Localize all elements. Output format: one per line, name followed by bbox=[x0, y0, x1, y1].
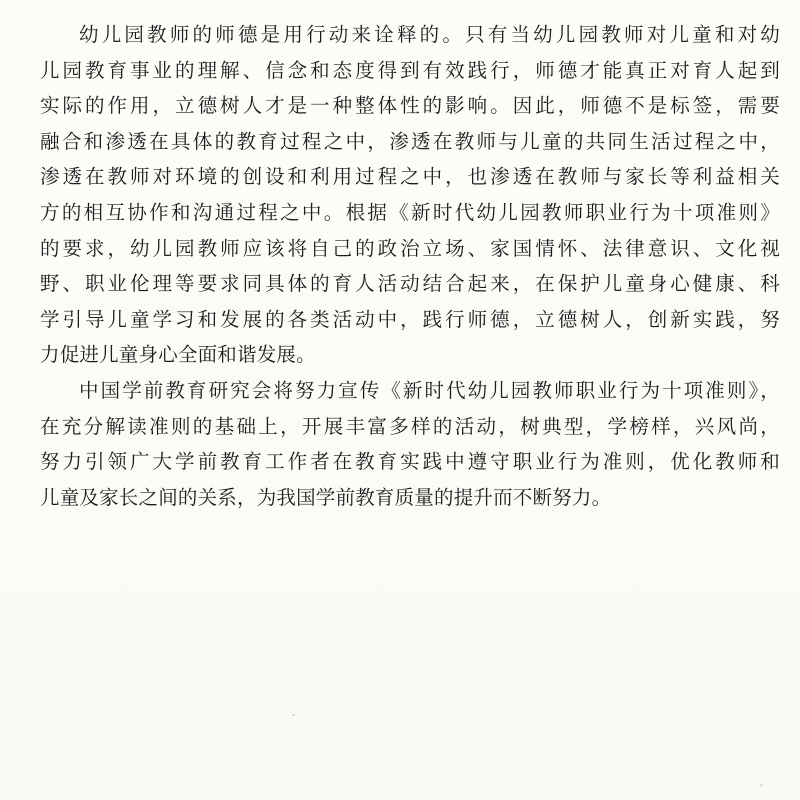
body-text bbox=[40, 17, 780, 515]
paragraph-1 bbox=[40, 17, 780, 373]
text-line: 儿童及家长之间的关系，为我国学前教育质量的提升而不断努力。 bbox=[40, 485, 612, 509]
text-line: 实际的作用，立德树人才是一种整体性的影响。因此，师德不是标签，需要 bbox=[40, 94, 780, 118]
text-line: 在充分解读准则的基础上，开展丰富多样的活动，树典型，学榜样，兴风尚， bbox=[40, 414, 780, 438]
text-line: 力促进儿童身心全面和谐发展。 bbox=[40, 343, 316, 367]
text-line: 渗透在教师对环境的创设和利用过程之中，也渗透在教师与家长等利益相关 bbox=[40, 165, 780, 189]
text-line: 的要求，幼儿园教师应该将自己的政治立场、家国情怀、法律意识、文化视 bbox=[40, 236, 780, 260]
text-line: 努力引领广大学前教育工作者在教育实践中遵守职业行为准则，优化教师和 bbox=[40, 450, 780, 474]
text-line: 学引导儿童学习和发展的各类活动中，践行师德，立德树人，创新实践，努 bbox=[40, 307, 780, 331]
text-line: 儿园教育事业的理解、信念和态度得到有效践行，师德才能真正对育人起到 bbox=[40, 58, 780, 82]
text-line: 方的相互协作和沟通过程之中。根据《新时代幼儿园教师职业行为十项准则》 bbox=[40, 200, 780, 224]
paper-speck bbox=[292, 714, 295, 716]
text-line: 融合和渗透在具体的教育过程之中，渗透在教师与儿童的共同生活过程之中， bbox=[40, 129, 780, 153]
text-line: 幼儿园教师的师德是用行动来诠释的。只有当幼儿园教师对儿童和对幼 bbox=[79, 23, 780, 46]
paper-speck bbox=[760, 784, 763, 786]
paragraph-2 bbox=[40, 373, 780, 515]
text-line: 中国学前教育研究会将努力宣传《新时代幼儿园教师职业行为十项准则》， bbox=[79, 378, 780, 402]
text-line: 野、职业伦理等要求同具体的育人活动结合起来，在保护儿童身心健康、科 bbox=[40, 272, 780, 296]
